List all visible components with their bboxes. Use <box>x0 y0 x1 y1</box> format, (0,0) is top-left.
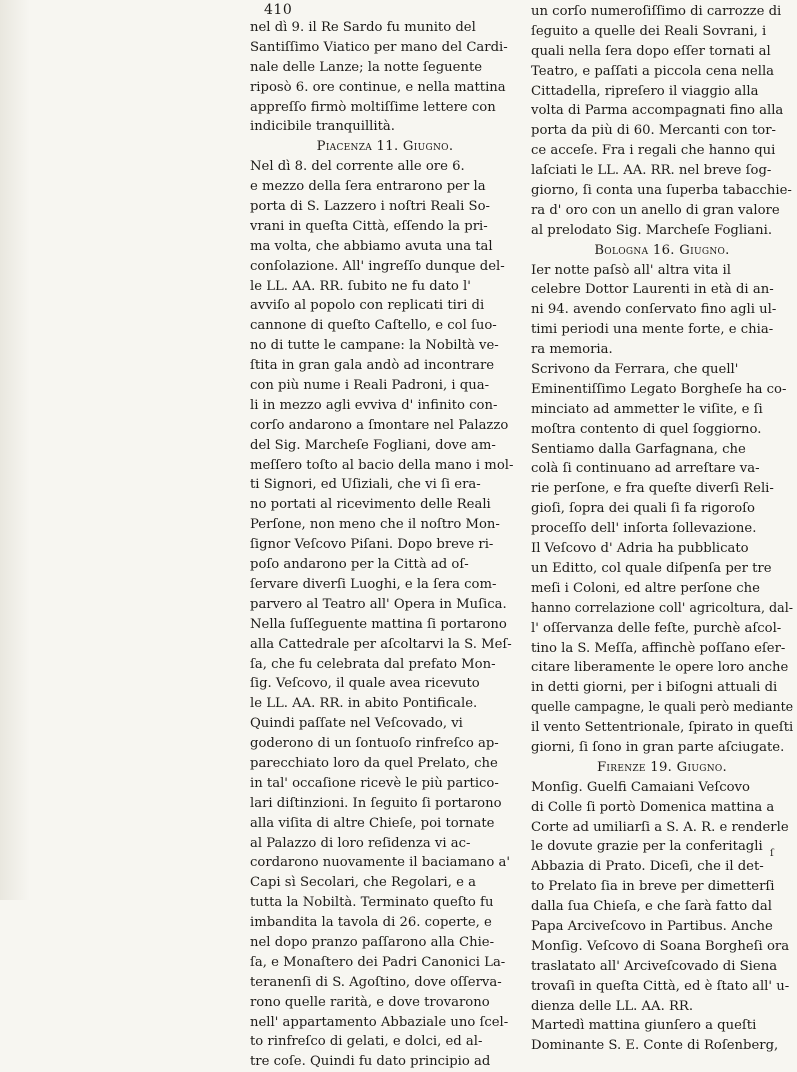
text-line: meſſero toſto al bacio della mano i mol- <box>250 457 514 473</box>
text-line: to rinfreſco di gelati, e dolci, ed al- <box>250 1034 483 1050</box>
dateline: Firenze 19. Giugno. <box>596 759 728 775</box>
text-line: dienza delle LL. AA. RR. <box>531 998 694 1014</box>
dateline: Bologna 16. Giugno. <box>594 242 730 258</box>
text-line: Quindi paſſate nel Veſcovado, vi <box>250 716 463 732</box>
text-line: laſciati le LL. AA. RR. nel breve ſog- <box>531 163 772 179</box>
text-line: parecchiato loro da quel Prelato, che <box>250 755 498 771</box>
text-line: appreſſo firmò moltiſſime lettere con <box>250 99 496 115</box>
text-line: Eminentiſſimo Legato Borgheſe ha co- <box>531 381 787 397</box>
text-line: indicibile tranquillità. <box>250 119 395 135</box>
text-line: conſolazione. All' ingreſſo dunque del- <box>250 258 505 274</box>
text-line: Nella ſuſſeguente mattina ſi portarono <box>250 616 507 632</box>
text-line: ti Signori, ed Uſiziali, che vi ſi era- <box>250 477 481 493</box>
text-line: Perſone, non meno che il noſtro Mon- <box>250 517 500 533</box>
text-line: Corte ad umiliarſi a S. A. R. e renderle <box>531 819 789 835</box>
text-line: gioſi, ſopra dei quali ſi fa rigoroſo <box>531 501 755 517</box>
text-line: celebre Dottor Laurenti in età di an- <box>531 282 774 298</box>
text-line: moſtra contento di quel ſoggiorno. <box>531 421 762 437</box>
text-line: no portati al ricevimento delle Reali <box>250 497 491 513</box>
page-edge-shadow <box>0 0 30 900</box>
text-line: Cittadella, ripreſero il viaggio alla <box>531 83 759 99</box>
text-line: ſeguito a quelle dei Reali Sovrani, i <box>531 23 767 39</box>
text-line: ra memoria. <box>531 342 613 358</box>
text-line: al Palazzo di loro reſidenza vi ac- <box>250 835 471 851</box>
text-line: volta di Parma accompagnati fino alla <box>531 103 784 119</box>
text-line: le LL. AA. RR. ſubito ne fu dato l' <box>250 278 471 294</box>
text-line: nale delle Lanze; la notte ſeguente <box>250 59 483 75</box>
text-line: quali nella ſera dopo eſſer tornati al <box>531 43 771 59</box>
text-line: cordarono nuovamente il baciamano a' <box>250 855 511 871</box>
text-line: ſig. Veſcovo, il quale avea ricevuto <box>250 676 480 692</box>
text-line: in tal' occaſione ricevè le più partico- <box>250 775 499 791</box>
text-line: traslatato all' Arciveſcovado di Siena <box>531 958 778 974</box>
text-line: lari diſtinzioni. In ſeguito ſi portarono <box>250 795 502 811</box>
text-line: in detti giorni, per i biſogni attuali di <box>531 680 778 696</box>
text-line: ſa, e Monaſtero dei Padri Canonici La- <box>250 954 506 970</box>
text-line: quelle campagne, le quali però mediante <box>531 700 794 716</box>
text-line: Dominante S. E. Conte di Roſenberg, <box>531 1038 779 1054</box>
text-line: Capi sì Secolari, che Regolari, e a <box>250 875 476 891</box>
text-line: proceſſo dell' inſorta ſollevazione. <box>531 521 757 537</box>
text-line: Teatro, e paſſati a piccola cena nella <box>531 63 775 79</box>
text-line: tino la S. Meſſa, affinchè poſſano eſer- <box>531 640 786 656</box>
text-line: Santiſſimo Viatico per mano del Cardi- <box>250 39 508 55</box>
text-line: teranenſi di S. Agoſtino, dove oſſerva- <box>250 974 502 990</box>
text-line: Scrivono da Ferrara, che quell' <box>531 362 739 378</box>
dateline: Piacenza 11. Giugno. <box>316 139 454 155</box>
text-line: minciato ad ammetter le viſite, e ſi <box>531 401 763 417</box>
text-line: e mezzo della ſera entrarono per la <box>250 179 486 195</box>
text-line: tutta la Nobiltà. Terminato queſto fu <box>250 895 494 911</box>
text-line: tre coſe. Quindi fu dato principio ad <box>250 1054 491 1070</box>
page-number: 410 <box>264 2 293 18</box>
text-line: un Editto, col quale diſpenſa per tre <box>531 560 772 576</box>
text-line: trovaſi in queſta Città, ed è ſtato all' u- <box>531 978 790 994</box>
text-line: del Sig. Marcheſe Fogliani, dove am- <box>250 437 496 453</box>
text-line: nell' appartamento Abbaziale uno ſcel- <box>250 1014 509 1030</box>
text-line: Monſig. Guelfi Camaiani Veſcovo <box>531 779 750 795</box>
text-line: avviſo al popolo con replicati tiri di <box>250 298 485 314</box>
text-line: nel dopo pranzo paſſarono alla Chie- <box>250 934 495 950</box>
text-line: nel dì 9. il Re Sardo fu munito del <box>250 20 476 35</box>
text-line: giorni, ſi ſono in gran parte aſciugate. <box>531 739 785 755</box>
text-line: imbandita la tavola di 26. coperte, e <box>250 915 492 931</box>
text-line: corſo andarono a ſmontare nel Palazzo <box>250 417 509 433</box>
text-line: vrani in queſta Città, eſſendo la pri- <box>250 218 488 234</box>
text-line: dalla ſua Chieſa, e che ſarà fatto dal <box>531 899 772 915</box>
text-line: ma volta, che abbiamo avuta una tal <box>250 238 493 254</box>
text-line: alla viſita di altre Chieſe, poi tornate <box>250 815 495 831</box>
text-line: Ier notte paſsò all' altra vita il <box>531 262 731 278</box>
text-line: no di tutte le campane: la Nobiltà ve- <box>250 338 499 354</box>
text-line: rie perſone, e fra queſte diverſi Reli- <box>531 481 774 497</box>
text-line: ce acceſe. Fra i regali che hanno qui <box>531 143 776 159</box>
left-column <box>250 18 520 1072</box>
text-line: to Prelato ſia in breve per dimetterſi <box>531 879 775 895</box>
text-line: le dovute grazie per la conferitagli <box>531 839 763 855</box>
text-line: ra d' oro con un anello di gran valore <box>531 202 780 218</box>
text-line: di Colle ſi portò Domenica mattina a <box>531 799 775 815</box>
text-line: porta di S. Lazzero i noſtri Reali So- <box>250 199 490 215</box>
text-line: al prelodato Sig. Marcheſe Fogliani. <box>531 222 773 238</box>
text-line: ni 94. avendo conſervato fino agli ul- <box>531 302 777 318</box>
right-column <box>531 2 793 1056</box>
text-line: porta da più di 60. Mercanti con tor- <box>531 123 776 139</box>
text-line: ſtita in gran gala andò ad incontrare <box>250 358 495 374</box>
text-line: Martedì mattina giunſero a queſti <box>531 1018 757 1034</box>
text-line: timi periodi una mente forte, e chia- <box>531 322 774 338</box>
text-line: Abbazia di Prato. Diceſi, che il det- <box>531 859 764 875</box>
text-line: goderono di un ſontuoſo rinfreſco ap- <box>250 736 499 752</box>
text-line: Il Veſcovo d' Adria ha pubblicato <box>531 541 749 557</box>
text-line: il vento Settentrionale, ſpirato in queſti <box>531 720 794 736</box>
text-line: un corſo numeroſiſſimo di carrozze di <box>531 4 782 19</box>
text-line: cannone di queſto Caſtello, e col ſuo- <box>250 318 497 334</box>
text-line: giorno, ſi conta una ſuperba tabacchie- <box>531 183 792 199</box>
text-line: ſignor Veſcovo Piſani. Dopo breve ri- <box>250 537 494 553</box>
text-line: hanno correlazione coll' agricoltura, dal- <box>531 600 794 616</box>
text-line: alla Cattedrale per aſcoltarvi la S. Meſ- <box>250 636 512 652</box>
text-line: l' oſſervanza delle feſte, purchè aſcol- <box>531 620 782 636</box>
text-line: riposò 6. ore continue, e nella mattina <box>250 79 506 95</box>
text-line: colà ſi continuano ad arreſtare va- <box>531 461 760 477</box>
page-mark: ſ <box>770 848 774 859</box>
text-line: le LL. AA. RR. in abito Pontificale. <box>250 696 478 712</box>
text-line: ſa, che fu celebrata dal prefato Mon- <box>250 656 496 672</box>
text-line: Sentiamo dalla Garfagnana, che <box>531 441 746 457</box>
text-line: rono quelle rarità, e dove trovarono <box>250 994 490 1010</box>
text-line: poſo andarono per la Città ad oſ- <box>250 557 469 573</box>
text-line: Papa Arciveſcovo in Partibus. Anche <box>531 918 773 934</box>
text-line: parvero al Teatro all' Opera in Muſica. <box>250 596 507 612</box>
text-line: con più nume i Reali Padroni, i qua- <box>250 378 490 394</box>
text-line: citare liberamente le opere loro anche <box>531 660 789 676</box>
text-line: ſervare diverſi Luoghi, e la ſera com- <box>250 576 497 592</box>
text-line: li in mezzo agli evviva d' infinito con- <box>250 397 498 413</box>
text-line: meſi i Coloni, ed altre perſone che <box>531 580 760 596</box>
text-line: Nel dì 8. del corrente alle ore 6. <box>250 159 465 175</box>
text-line: Monſig. Veſcovo di Soana Borgheſi ora <box>531 938 790 954</box>
